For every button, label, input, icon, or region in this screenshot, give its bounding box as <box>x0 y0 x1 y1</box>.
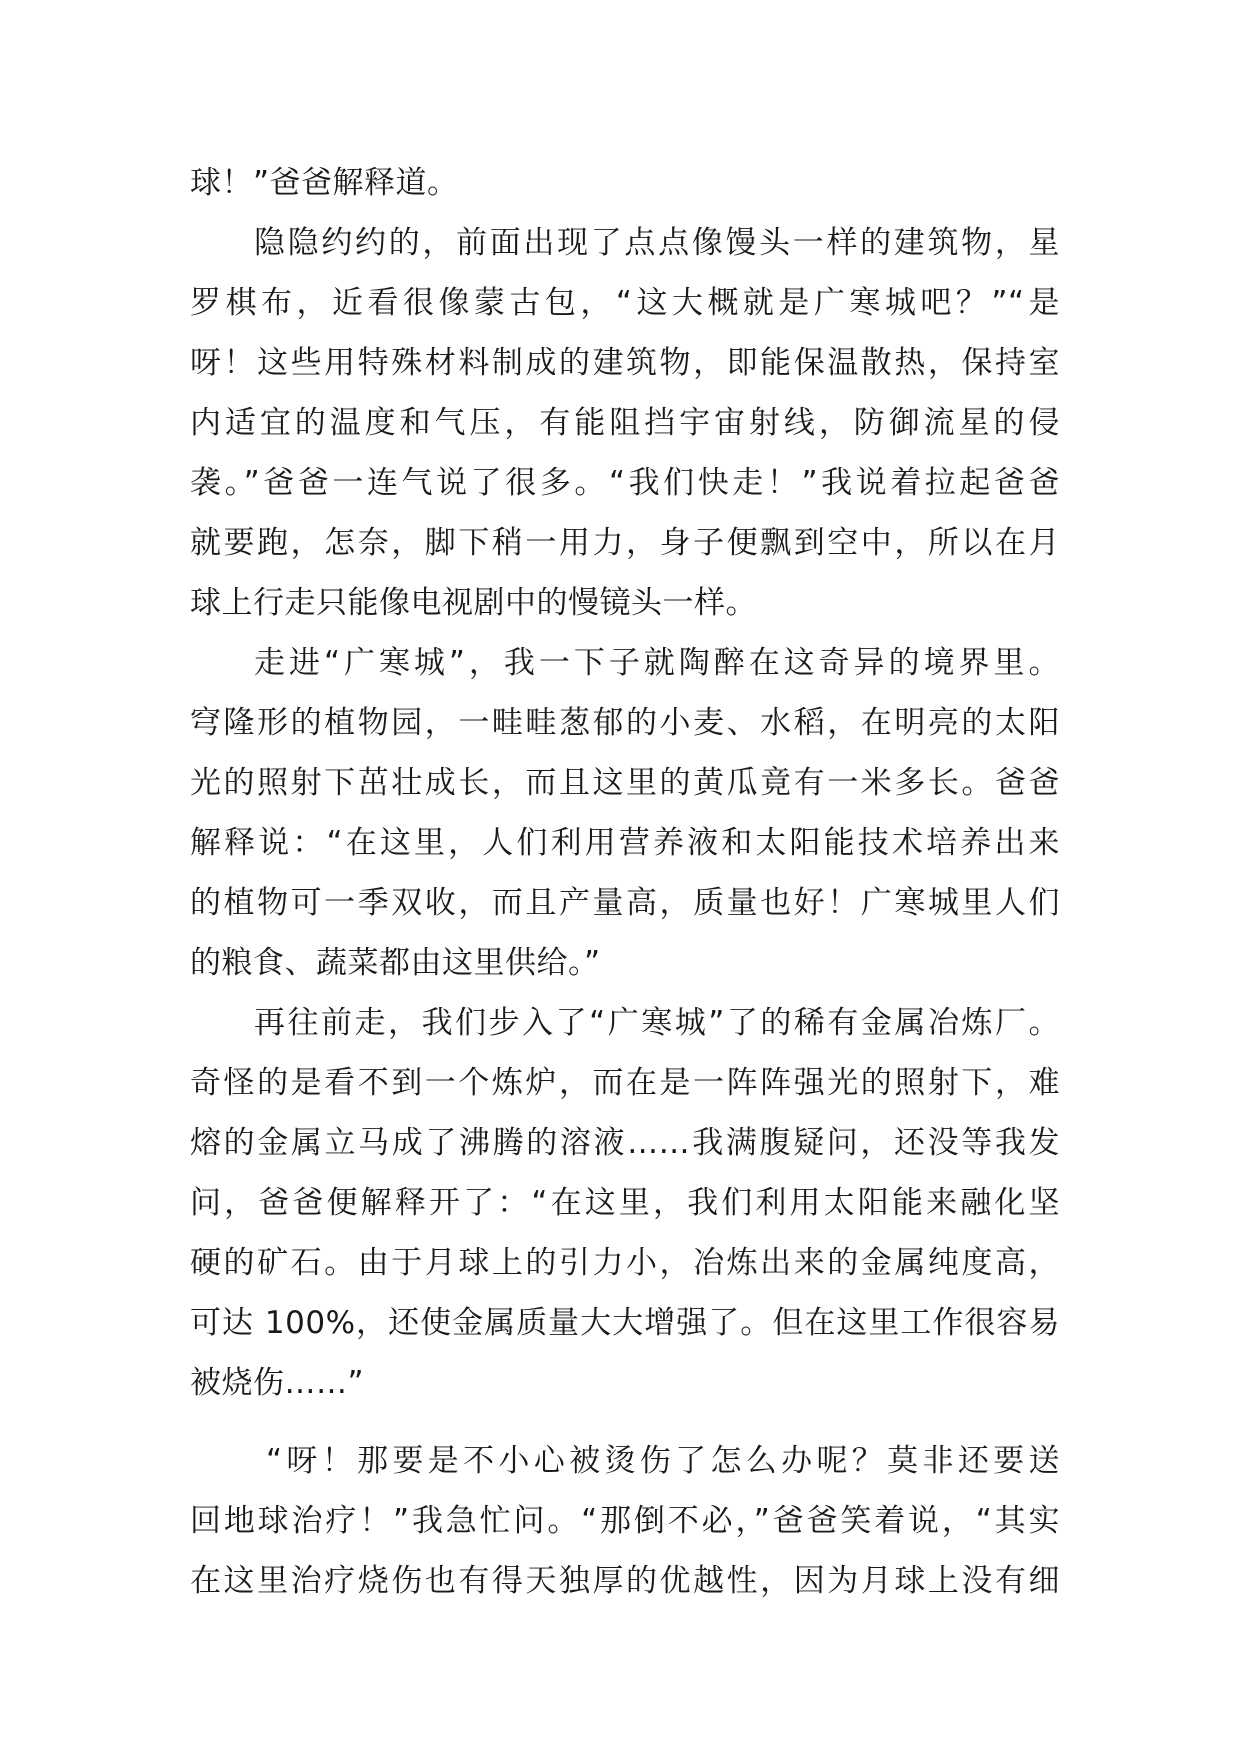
text-line: 解释说：“在这里，人们利用营养液和太阳能技术培养出来 <box>190 825 1060 861</box>
body-text <box>190 153 1060 1611</box>
text-line: “呀！那要是不小心被烫伤了怎么办呢？莫非还要送 <box>266 1443 1060 1479</box>
text-line: 回地球治疗！”我急忙问。“那倒不必，”爸爸笑着说，“其实 <box>190 1503 1060 1539</box>
text-line: 问，爸爸便解释开了：“在这里，我们利用太阳能来融化坚 <box>190 1185 1060 1221</box>
text-line: 穹隆形的植物园，一畦畦葱郁的小麦、水稻，在明亮的太阳 <box>190 705 1060 741</box>
text-line: 的粮食、蔬菜都由这里供给。” <box>190 945 601 981</box>
text-line: 在这里治疗烧伤也有得天独厚的优越性，因为月球上没有细 <box>190 1563 1060 1599</box>
text-line: 呀！这些用特殊材料制成的建筑物，即能保温散热，保持室 <box>190 345 1060 381</box>
text-line: 隐隐约约的，前面出现了点点像馒头一样的建筑物，星 <box>254 225 1060 261</box>
text-line: 可达 100%，还使金属质量大大增强了。但在这里工作很容易 <box>190 1305 1060 1341</box>
text-line: 光的照射下茁壮成长，而且这里的黄瓜竟有一米多长。爸爸 <box>190 765 1060 801</box>
text-line: 的植物可一季双收，而且产量高，质量也好！广寒城里人们 <box>190 885 1060 921</box>
text-line: 袭。”爸爸一连气说了很多。“我们快走！”我说着拉起爸爸 <box>190 465 1060 501</box>
text-line: 硬的矿石。由于月球上的引力小，冶炼出来的金属纯度高， <box>190 1245 1060 1281</box>
text-line: 走进“广寒城”，我一下子就陶醉在这奇异的境界里。 <box>254 645 1060 681</box>
text-line: 被烧伤……” <box>190 1365 365 1401</box>
text-line: 球上行走只能像电视剧中的慢镜头一样。 <box>190 585 757 621</box>
text-line: 熔的金属立马成了沸腾的溶液……我满腹疑问，还没等我发 <box>190 1125 1060 1161</box>
text-line: 就要跑，怎奈，脚下稍一用力，身子便飘到空中，所以在月 <box>190 525 1060 561</box>
text-line: 内适宜的温度和气压，有能阻挡宇宙射线，防御流星的侵 <box>190 405 1060 441</box>
paragraph-gap <box>190 1413 1060 1431</box>
text-line: 奇怪的是看不到一个炼炉，而在是一阵阵强光的照射下，难 <box>190 1065 1060 1101</box>
text-line: 再往前走，我们步入了“广寒城”了的稀有金属冶炼厂。 <box>254 1005 1060 1041</box>
text-line: 罗棋布，近看很像蒙古包，“这大概就是广寒城吧？”“是 <box>190 285 1060 321</box>
text-line: 球！”爸爸解释道。 <box>190 165 459 201</box>
